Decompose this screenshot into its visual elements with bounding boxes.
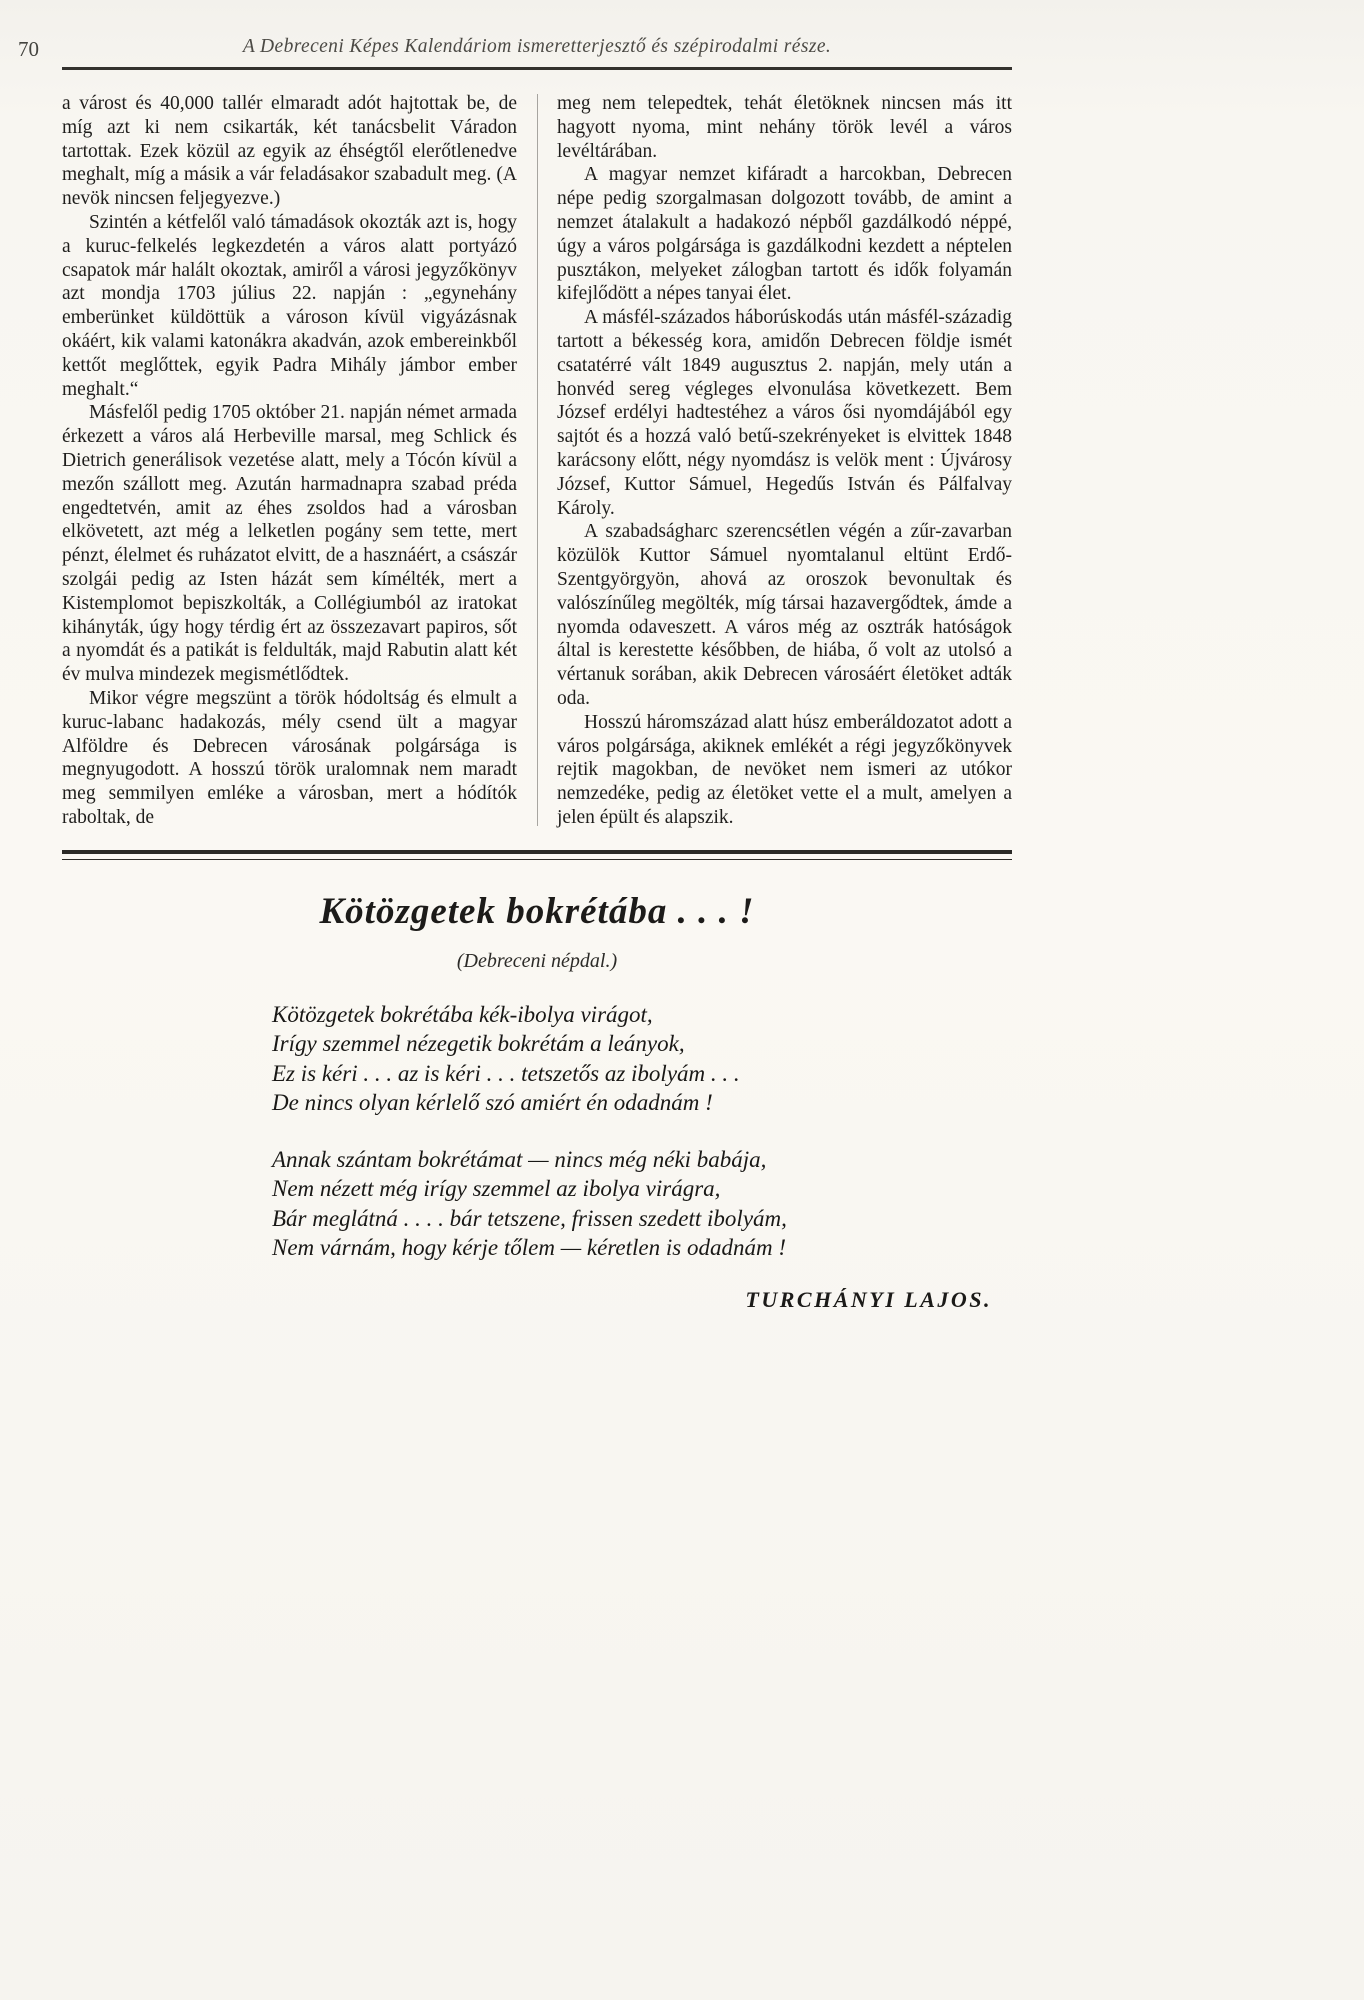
paragraph: Mikor végre megszünt a török hódoltság és elmult a kuruc-labanc hadakozás, mély csend ült a magyar Alföldre és Debrecen városának polgársága is megnyugodott. A hosszú török uralomnak nem maradt meg semmilyen emléke a városban, mert a hódítók raboltak, de xyxy=(62,687,517,828)
paragraph: A magyar nemzet kifáradt a harcokban, Debrecen népe pedig szorgalmasan dolgozott tovább, de amint a nemzet átalakult a hadakozó népből gazdálkodó néppé, úgy a város polgársága is gazdálkodni kezdett a néptelen pusztákon, melyeket zálogban tartott és idők folyamán kifejlődött a népes tanyai élet. xyxy=(557,164,1012,305)
poem-line: Nem várnám, hogy kérje tőlem — kéretlen is odadnám ! xyxy=(272,1235,786,1261)
poem-title: Kötözgetek bokrétába . . . ! xyxy=(319,890,755,932)
section-divider-rule xyxy=(62,850,1012,860)
poem-subtitle: (Debreceni népdal.) xyxy=(456,949,618,972)
paragraph: Szintén a kétfelől való támadások okozták azt is, hogy a kuruc-felkelés legkezdetén a város alatt portyázó csapatok már halált okoztak, amiről a városi jegyzőkönyv azt mondja 1703 július 22. napján : „egynehány emberünket küldöttük a városon kívül vigyázásnak okáért, kik valami katonákra akadván, azok embereinkből kettőt meglőttek, egyik Padra Mihály jámbor ember meghalt.“ xyxy=(62,211,517,400)
poem-section xyxy=(62,890,1012,1313)
header-rule xyxy=(62,67,1012,70)
paragraph: meg nem telepedtek, tehát életöknek nincsen más itt hagyott nyoma, mint nehány török levél a város levéltárában. xyxy=(557,93,1012,162)
paragraph: a várost és 40,000 tallér elmaradt adót hajtottak be, de míg azt ki nem csikarták, két tanácsbelit Váradon tartottak. Ezek közül az egyik az éhségtől elerőtlenedve meghalt, míg a másik a vár feladásakor szabadult meg. (A nevök nincsen feljegyezve.) xyxy=(62,93,517,210)
page-number: 70 xyxy=(18,37,39,61)
paragraph: A szabadságharc szerencsétlen végén a zűr-zavarban közülök Kuttor Sámuel nyomtalanul eltünt Erdő-Szentgyörgyön, ahová az oroszok bevonultak és valószínűleg megölték, míg társai hazavergődtek, ámde a nyomda odaveszett. A város még az osztrák hatóságok által is kerestette későbben, de hiába, ő volt az utolsó a vértanuk sorában, akik Debrecen városáért életöket adták oda. xyxy=(557,521,1012,709)
poem-line: De nincs olyan kérlelő szó amiért én odadnám ! xyxy=(272,1090,713,1116)
column-divider-rule xyxy=(537,94,538,826)
poem-line: Annak szántam bokrétámat — nincs még néki babája, xyxy=(272,1146,767,1172)
poem-line: Ez is kéri . . . az is kéri . . . tetszetős az ibolyám . . . xyxy=(272,1060,740,1086)
poem-line: Kötözgetek bokrétába kék-ibolya virágot, xyxy=(272,1001,653,1027)
poem-line: Irígy szemmel nézegetik bokrétám a leányok, xyxy=(272,1031,685,1057)
poem-stanza-2 xyxy=(272,1145,1012,1263)
left-column xyxy=(62,92,517,830)
paragraph: Másfelől pedig 1705 október 21. napján német armada érkezett a város alá Herbeville marsal, meg Schlick és Dietrich generálisok vezetése alatt, mely a Tócón kívül a mezőn szállott meg. Azután harmadnapra szabad préda engedtetvén, amit az éhes zsoldos had a városban elkövetett, azt még a lelketlen pogány sem tette, mert pénzt, élelmet és ruházatot elvitt, de a hasznáért, a császár szolgái pedig az Isten házát sem kímélték, mert a Kistemplomot bepiszkolták, a Collégiumból az iratokat kihányták, úgy hogy térdig ért az összezavart papiros, sőt a nyomdát és a patikát is feldulták, majd Rabutin alatt két év mulva mindezek megismétlődtek. xyxy=(62,402,517,686)
paragraph: Hosszú háromszázad alatt húsz emberáldozatot adott a város polgársága, akiknek emlékét a régi jegyzőkönyvek rejtik magokban, de nevöket nem ismeri az utókor nemzedéke, pedig az életöket vette el a mult, amelyen a jelen épült és alapszik. xyxy=(557,711,1012,828)
poem-line: Nem nézett még irígy szemmel az ibolya virágra, xyxy=(272,1176,721,1202)
right-column xyxy=(557,92,1012,830)
poem-stanza-1 xyxy=(272,1000,1012,1118)
running-head xyxy=(18,36,1012,64)
paragraph: A másfél-százados háborúskodás után másfél-századig tartott a békesség kora, amidőn Debrecen földje ismét csatatérré vált 1849 augusztus 2. napján, mely után a honvéd sereg végleges elvonulása következett. Bem József erdélyi hadtestéhez a város ősi nyomdájából egy sajtót és a hozzá való betű-szekrényeket is elvittek 1848 karácsony előtt, négy nyomdász is velök ment : Újvárosy József, Kuttor Sámuel, Hegedűs István és Pálfalvay Károly. xyxy=(557,307,1012,519)
page-content xyxy=(18,36,1012,1313)
running-head-title: A Debreceni Képes Kalendáriom ismeretterjesztő és szépirodalmi része. xyxy=(242,36,832,57)
poem-line: Bár meglátná . . . . bár tetszene, frissen szedett ibolyám, xyxy=(272,1205,787,1231)
article-columns xyxy=(62,92,1012,830)
poem-author: TURCHÁNYI LAJOS. xyxy=(745,1286,992,1312)
